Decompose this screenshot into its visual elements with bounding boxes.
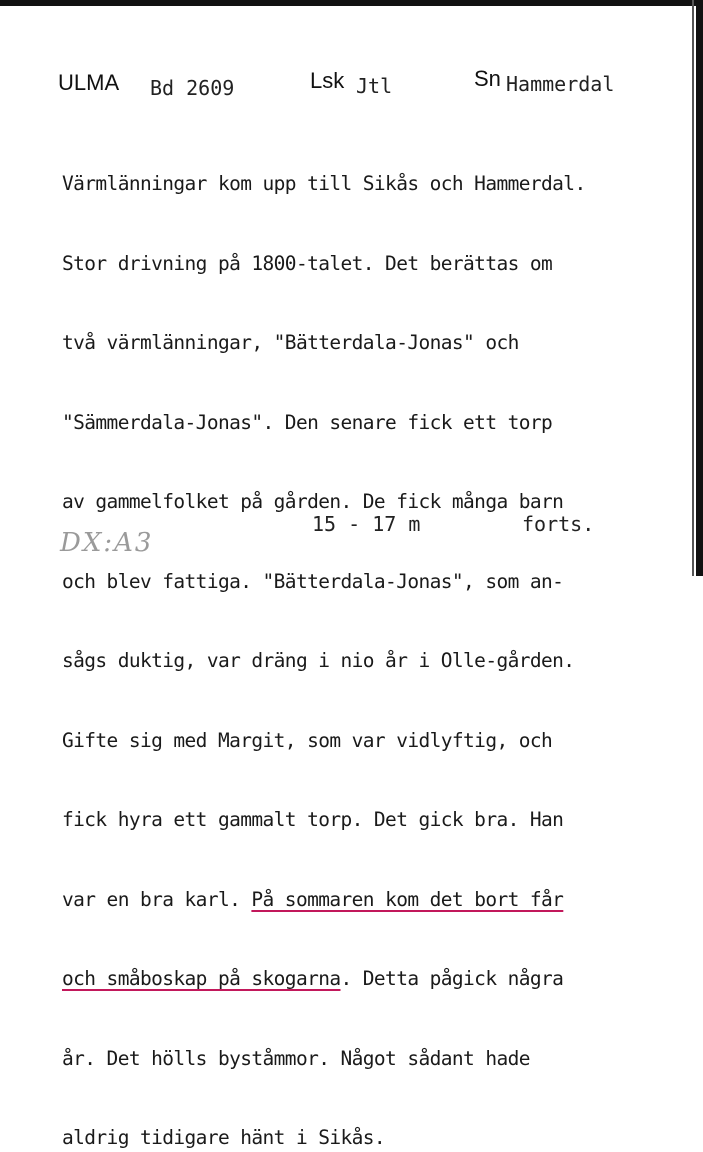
body-line-6: och blev fattiga. "Bätterdala-Jonas", som an- <box>62 569 564 593</box>
body-line-11-post: . Detta pågick några <box>340 967 564 990</box>
body-line-4: "Sämmerdala-Jonas". Den senare fick ett torp <box>62 410 553 434</box>
continued-marker: forts. <box>522 512 595 536</box>
body-line-10-pre: var en bra karl. <box>62 887 252 911</box>
footer-range: 15 - 17 m <box>312 512 421 536</box>
underlined-passage-part-2: och småboskap på skogarna <box>62 967 341 990</box>
archive-label: ULMA <box>58 70 120 95</box>
body-line-11 <box>62 966 702 993</box>
underlined-passage-part-1: På sommaren kom det bort får <box>251 887 564 911</box>
card-body-text <box>62 118 702 1152</box>
pencil-note: DX:A3 <box>60 528 154 558</box>
card-top-edge <box>0 0 703 6</box>
body-line-7: sågs duktig, var dräng i nio år i Olle-gården. <box>62 649 575 672</box>
province-value: Jtl <box>356 74 393 98</box>
body-line-9: fick hyra ett gammalt torp. Det gick bra. Han <box>62 808 564 831</box>
province-label: Lsk <box>310 68 345 93</box>
parish-value: Hammerdal <box>506 72 615 96</box>
archive-number: Bd 2609 <box>150 76 235 100</box>
body-line-2: Stor drivning på 1800-talet. Det berättas om <box>62 251 553 275</box>
body-line-8: Gifte sig med Margit, som var vidlyftig, och <box>62 728 553 752</box>
body-line-3: två värmlänningar, "Bätterdala-Jonas" och <box>62 331 519 354</box>
body-line-5: av gammelfolket på gården. De fick många barn <box>62 490 564 513</box>
body-line-13: aldrig tidigare hänt i Sikås. <box>62 1126 386 1149</box>
body-line-10 <box>62 887 702 914</box>
parish-label: Sn <box>474 66 501 91</box>
body-line-12: år. Det hölls byståmmor. Något sådant hade <box>62 1046 530 1070</box>
body-line-1: Värmlänningar kom upp till Sikås och Hammerdal. <box>62 172 586 195</box>
